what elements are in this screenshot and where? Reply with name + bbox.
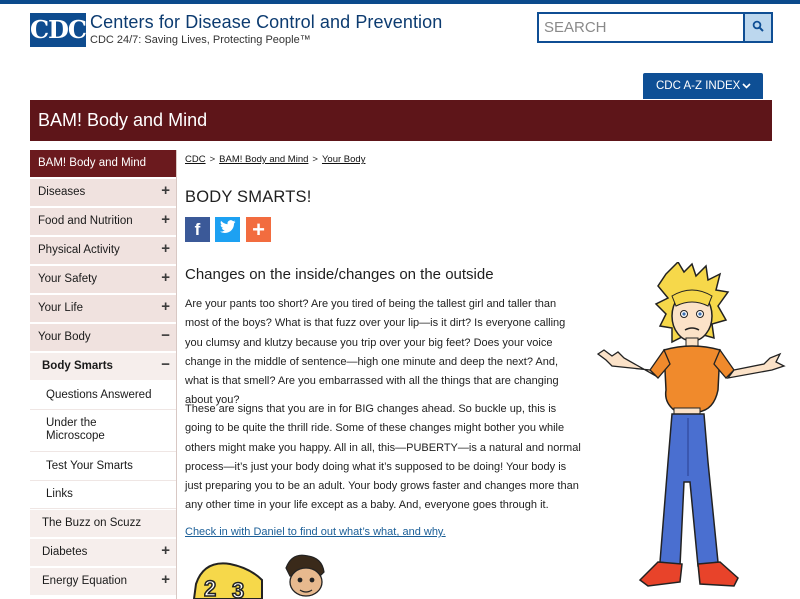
sidebar-item-your-body[interactable] bbox=[30, 324, 177, 352]
search-box bbox=[537, 12, 773, 43]
sidebar-item-label: Diabetes bbox=[42, 546, 88, 558]
collapse-minus-icon[interactable]: − bbox=[161, 327, 170, 344]
svg-text:2: 2 bbox=[204, 576, 217, 599]
shrugging-girl-illustration bbox=[588, 262, 788, 599]
collapse-minus-icon[interactable]: − bbox=[161, 356, 170, 373]
search-icon bbox=[752, 19, 764, 37]
sidebar-item-your-safety[interactable] bbox=[30, 266, 177, 294]
sidebar-item-your-life[interactable] bbox=[30, 295, 177, 323]
facebook-icon: f bbox=[194, 219, 201, 239]
expand-plus-icon[interactable]: + bbox=[161, 571, 170, 588]
sidebar-item-under-the-microscope[interactable] bbox=[30, 411, 177, 452]
sidebar-item-questions-answered[interactable] bbox=[30, 382, 177, 410]
daniel-link[interactable]: Check in with Daniel to find out what’s what, and why. bbox=[185, 526, 446, 538]
sidebar-item-test-your-smarts[interactable] bbox=[30, 452, 177, 481]
breadcrumb-link-cdc[interactable]: CDC bbox=[185, 154, 206, 165]
sidebar-item-label-line2: Microscope bbox=[46, 430, 105, 442]
breadcrumb-separator: > bbox=[209, 154, 216, 165]
breadcrumb bbox=[185, 154, 365, 165]
expand-plus-icon[interactable]: + bbox=[161, 211, 170, 228]
section-subheading: Changes on the inside/changes on the outside bbox=[185, 266, 494, 283]
sidebar-item-energy-equation[interactable] bbox=[30, 568, 177, 596]
expand-plus-icon[interactable]: + bbox=[161, 298, 170, 315]
sidebar-item-label: BAM! Body and Mind bbox=[38, 157, 147, 169]
search-button[interactable] bbox=[743, 14, 771, 41]
sidebar-item-label: Your Life bbox=[38, 302, 83, 314]
banner-title[interactable]: BAM! Body and Mind bbox=[38, 110, 208, 130]
sidebar-item-label: Energy Equation bbox=[42, 575, 128, 587]
sidebar-item-food-nutrition[interactable] bbox=[30, 208, 177, 236]
breadcrumb-link-your-body[interactable]: Your Body bbox=[321, 154, 366, 165]
sidebar-item-physical-activity[interactable] bbox=[30, 237, 177, 265]
sidebar-item-label: Questions Answered bbox=[46, 389, 152, 401]
cartoon-characters-illustration bbox=[190, 550, 340, 599]
sidebar-item-label: Diseases bbox=[38, 186, 86, 198]
twitter-icon bbox=[220, 220, 236, 239]
sidebar-item-bam-home[interactable] bbox=[30, 150, 177, 178]
sidebar-item-diabetes[interactable] bbox=[30, 539, 177, 567]
expand-plus-icon[interactable]: + bbox=[161, 240, 170, 257]
org-name[interactable]: Centers for Disease Control and Prevention bbox=[90, 12, 443, 32]
facebook-share-button[interactable] bbox=[185, 217, 210, 242]
expand-plus-icon[interactable]: + bbox=[161, 182, 170, 199]
sidebar-item-links[interactable] bbox=[30, 481, 177, 509]
expand-plus-icon[interactable]: + bbox=[161, 269, 170, 286]
site-banner bbox=[30, 100, 772, 141]
tagline: CDC 24/7: Saving Lives, Protecting People™ bbox=[90, 34, 311, 46]
body-paragraph: Are your pants too short? Are you tired of being the tallest girl and taller than most of the boys? What is that fuzz over your lip—is it dirt? Is everyone calling you clumsy and klutzy because you trip over your big feet? Does your voice change in the middle of sentence—high one minute and deep the next? And, what is that smell? Are you embarrassed with all the things that are changing about you? bbox=[185, 298, 566, 407]
sidebar-item-buzz-on-scuzz[interactable] bbox=[30, 510, 177, 538]
add-share-icon: + bbox=[252, 217, 265, 242]
twitter-share-button[interactable] bbox=[215, 217, 240, 242]
body-paragraph: These are signs that you are in for BIG changes ahead. So buckle up, this is going to be quite the thrill ride. Some of these changes might bother you while others might make you happy. All in all, this—PUBERTY—is a natural and normal process—it’s just your body doing what it’s supposed to be doing! Your body is just preparing you to be an adult. Your body grows faster and changes more than any other time in your life except as a baby. And, everyone goes through it. bbox=[185, 403, 581, 512]
expand-plus-icon[interactable]: + bbox=[161, 542, 170, 559]
svg-text:3: 3 bbox=[232, 578, 245, 599]
sidebar-item-label: Body Smarts bbox=[42, 360, 113, 372]
az-index-label: CDC A-Z INDEX bbox=[656, 80, 741, 92]
sidebar-item-diseases[interactable] bbox=[30, 179, 177, 207]
sidebar-item-label: Links bbox=[46, 488, 73, 500]
sidebar-item-body-smarts[interactable] bbox=[30, 353, 177, 381]
page-title: BODY SMARTS! bbox=[185, 188, 312, 206]
sidebar-item-label: Test Your Smarts bbox=[46, 460, 133, 472]
sidebar-item-label: Physical Activity bbox=[38, 244, 120, 256]
breadcrumb-separator: > bbox=[312, 154, 318, 165]
sidebar-nav bbox=[30, 150, 177, 599]
sidebar-item-label: Your Body bbox=[38, 331, 91, 343]
sidebar-item-label: The Buzz on Scuzz bbox=[42, 517, 142, 529]
sidebar-item-label: Food and Nutrition bbox=[38, 215, 133, 227]
top-accent-bar bbox=[0, 0, 800, 4]
az-index-button[interactable] bbox=[643, 73, 763, 99]
cdc-logo[interactable]: CDC bbox=[30, 13, 86, 47]
add-share-button[interactable] bbox=[246, 217, 271, 242]
breadcrumb-link-bam[interactable]: BAM! Body and Mind bbox=[219, 154, 309, 165]
sidebar-item-label: Your Safety bbox=[38, 273, 98, 285]
search-input[interactable] bbox=[539, 14, 743, 41]
sidebar-item-label: Under the bbox=[46, 417, 97, 429]
